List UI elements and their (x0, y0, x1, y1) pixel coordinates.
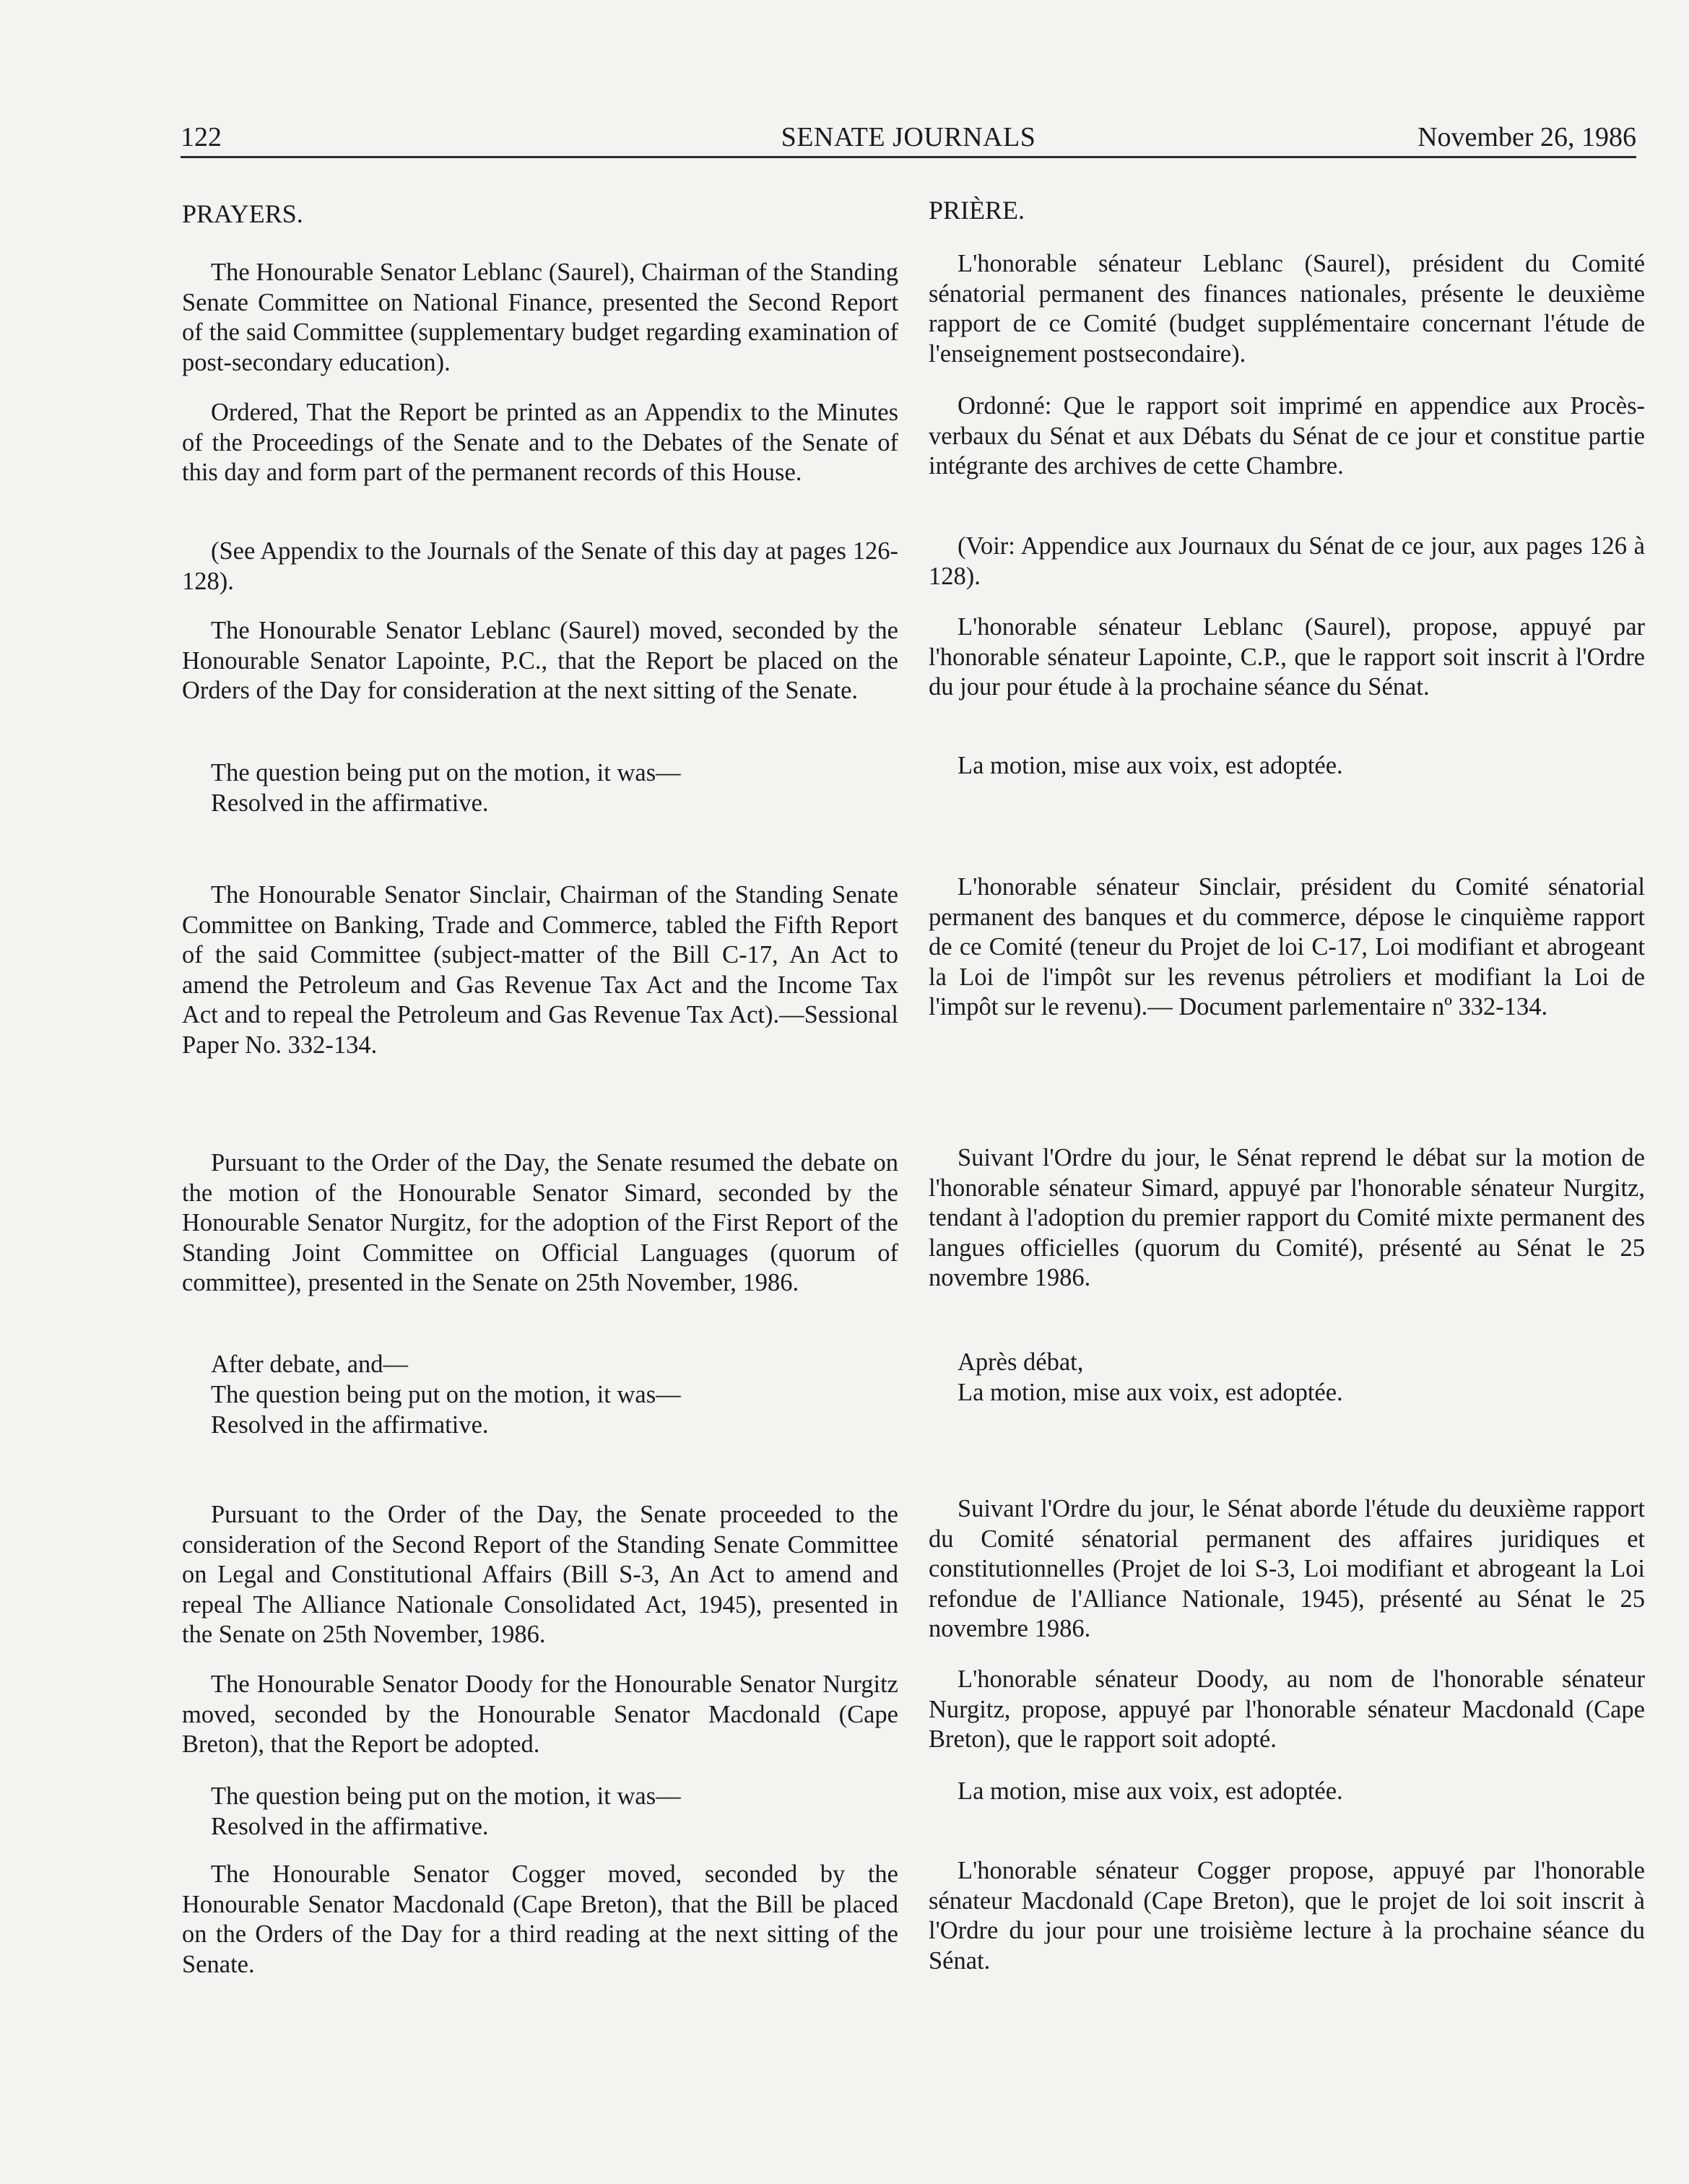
en-paragraph-1: The Honourable Senator Leblanc (Saurel), Chairman of the Standing Senate Committee on National Finance, presented the Second Report of the said Committee (supplementary budget regarding examination of post-secondary education). (182, 259, 898, 376)
fr-priere-heading: PRIÈRE. (929, 196, 1025, 225)
fr-paragraph-11: La motion, mise aux voix, est adoptée. (958, 1777, 1343, 1805)
en-paragraph-12: The Honourable Senator Cogger moved, seconded by the Honourable Senator Macdonald (Cape Breton), that the Bill be placed on the Orders of the Day for a third reading at the next sitting of the Senate. (182, 1860, 898, 1978)
en-paragraph-8a: After debate, and— (211, 1351, 409, 1378)
fr-paragraph-12: L'honorable sénateur Cogger propose, appuyé par l'honorable sénateur Macdonald (Cape Breton), que le projet de loi soit inscrit à l'Ordre du jour pour une troisième lecture à la prochaine séance du Sénat. (929, 1857, 1645, 1975)
en-paragraph-8c: Resolved in the affirmative. (211, 1411, 489, 1439)
en-paragraph-8b: The question being put on the motion, it was— (211, 1381, 681, 1408)
fr-paragraph-3: (Voir: Appendice aux Journaux du Sénat de ce jour, aux pages 126 à 128). (929, 532, 1645, 590)
fr-paragraph-1: L'honorable sénateur Leblanc (Saurel), président du Comité sénatorial permanent des finances nationales, présente le deuxième rapport de ce Comité (budget supplémentaire concernant l'étude de l'enseignement postsecondaire). (929, 250, 1645, 368)
en-paragraph-6: The Honourable Senator Sinclair, Chairman of the Standing Senate Committee on Banking, Trade and Commerce, tabled the Fifth Report of the said Committee (subject-matter of the Bill C-17, An Act to amend the Petroleum and Gas Revenue Tax Act and the Income Tax Act and to repeal the Petroleum and Gas Revenue Tax Act).—Sessional Paper No. 332-134. (182, 881, 898, 1059)
en-paragraph-11a: The question being put on the motion, it was— (211, 1782, 681, 1810)
page-number: 122 (181, 122, 222, 152)
fr-paragraph-6: L'honorable sénateur Sinclair, président du Comité sénatorial permanent des banques et du commerce, dépose le cinquième rapport de ce Comité (teneur du Projet de loi C-17, Loi modifiant et abrogeant la Loi de l'impôt sur les revenus pétroliers et modifiant la Loi de l'impôt sur le revenu).— Document parlementaire nº 332-134. (929, 873, 1645, 1020)
journal-date: November 26, 1986 (1417, 122, 1636, 152)
journal-title: SENATE JOURNALS (781, 122, 1036, 152)
en-paragraph-10: The Honourable Senator Doody for the Honourable Senator Nurgitz moved, seconded by the Honourable Senator Macdonald (Cape Breton), that the Report be adopted. (182, 1670, 898, 1758)
en-prayers-heading: PRAYERS. (182, 199, 303, 228)
fr-paragraph-8b: La motion, mise aux voix, est adoptée. (958, 1379, 1343, 1406)
en-paragraph-5a: The question being put on the motion, it was— (211, 759, 681, 786)
fr-paragraph-9: Suivant l'Ordre du jour, le Sénat aborde l'étude du deuxième rapport du Comité sénatorial permanent des affaires juridiques et constitutionnelles (Projet de loi S-3, Loi modifiant et abrogeant la Loi refondue de l'Alliance Nationale, 1945), présenté au Sénat le 25 novembre 1986. (929, 1495, 1645, 1642)
en-paragraph-2: Ordered, That the Report be printed as an Appendix to the Minutes of the Proceedings of the Senate and to the Debates of the Senate of this day and form part of the permanent records of this House. (182, 399, 898, 486)
en-paragraph-5b: Resolved in the affirmative. (211, 789, 489, 817)
fr-paragraph-7: Suivant l'Ordre du jour, le Sénat reprend le débat sur la motion de l'honorable sénateur Simard, appuyé par l'honorable sénateur Nurgitz, tendant à l'adoption du premier rapport du Comité mixte permanent des langues officielles (quorum du Comité), présenté au Sénat le 25 novembre 1986. (929, 1144, 1645, 1291)
en-paragraph-4: The Honourable Senator Leblanc (Saurel) moved, seconded by the Honourable Senator Lapointe, P.C., that the Report be placed on the Orders of the Day for consideration at the next sitting of the Senate. (182, 617, 898, 704)
fr-paragraph-5: La motion, mise aux voix, est adoptée. (958, 752, 1343, 779)
en-paragraph-3: (See Appendix to the Journals of the Senate of this day at pages 126-128). (182, 537, 898, 595)
en-paragraph-9: Pursuant to the Order of the Day, the Senate proceeded to the consideration of the Second Report of the Standing Senate Committee on Legal and Constitutional Affairs (Bill S-3, An Act to amend and repeal The Alliance Nationale Consolidated Act, 1945), presented in the Senate on 25th November, 1986. (182, 1501, 898, 1648)
fr-paragraph-10: L'honorable sénateur Doody, au nom de l'honorable sénateur Nurgitz, propose, appuyé par l'honorable sénateur Macdonald (Cape Breton), que le rapport soit adopté. (929, 1665, 1645, 1753)
page-header (181, 118, 1636, 158)
en-paragraph-7: Pursuant to the Order of the Day, the Senate resumed the debate on the motion of the Honourable Senator Simard, seconded by the Honourable Senator Nurgitz, for the adoption of the First Report of the Standing Joint Committee on Official Languages (quorum of committee), presented in the Senate on 25th November, 1986. (182, 1149, 898, 1296)
en-paragraph-11b: Resolved in the affirmative. (211, 1813, 489, 1840)
fr-paragraph-2: Ordonné: Que le rapport soit imprimé en appendice aux Procès-verbaux du Sénat et aux Débats du Sénat de ce jour et constitue partie intégrante des archives de cette Chambre. (929, 392, 1645, 480)
fr-paragraph-8a: Après débat, (958, 1348, 1084, 1376)
fr-paragraph-4: L'honorable sénateur Leblanc (Saurel), propose, appuyé par l'honorable sénateur Lapointe, C.P., que le rapport soit inscrit à l'Ordre du jour pour étude à la prochaine séance du Sénat. (929, 613, 1645, 701)
